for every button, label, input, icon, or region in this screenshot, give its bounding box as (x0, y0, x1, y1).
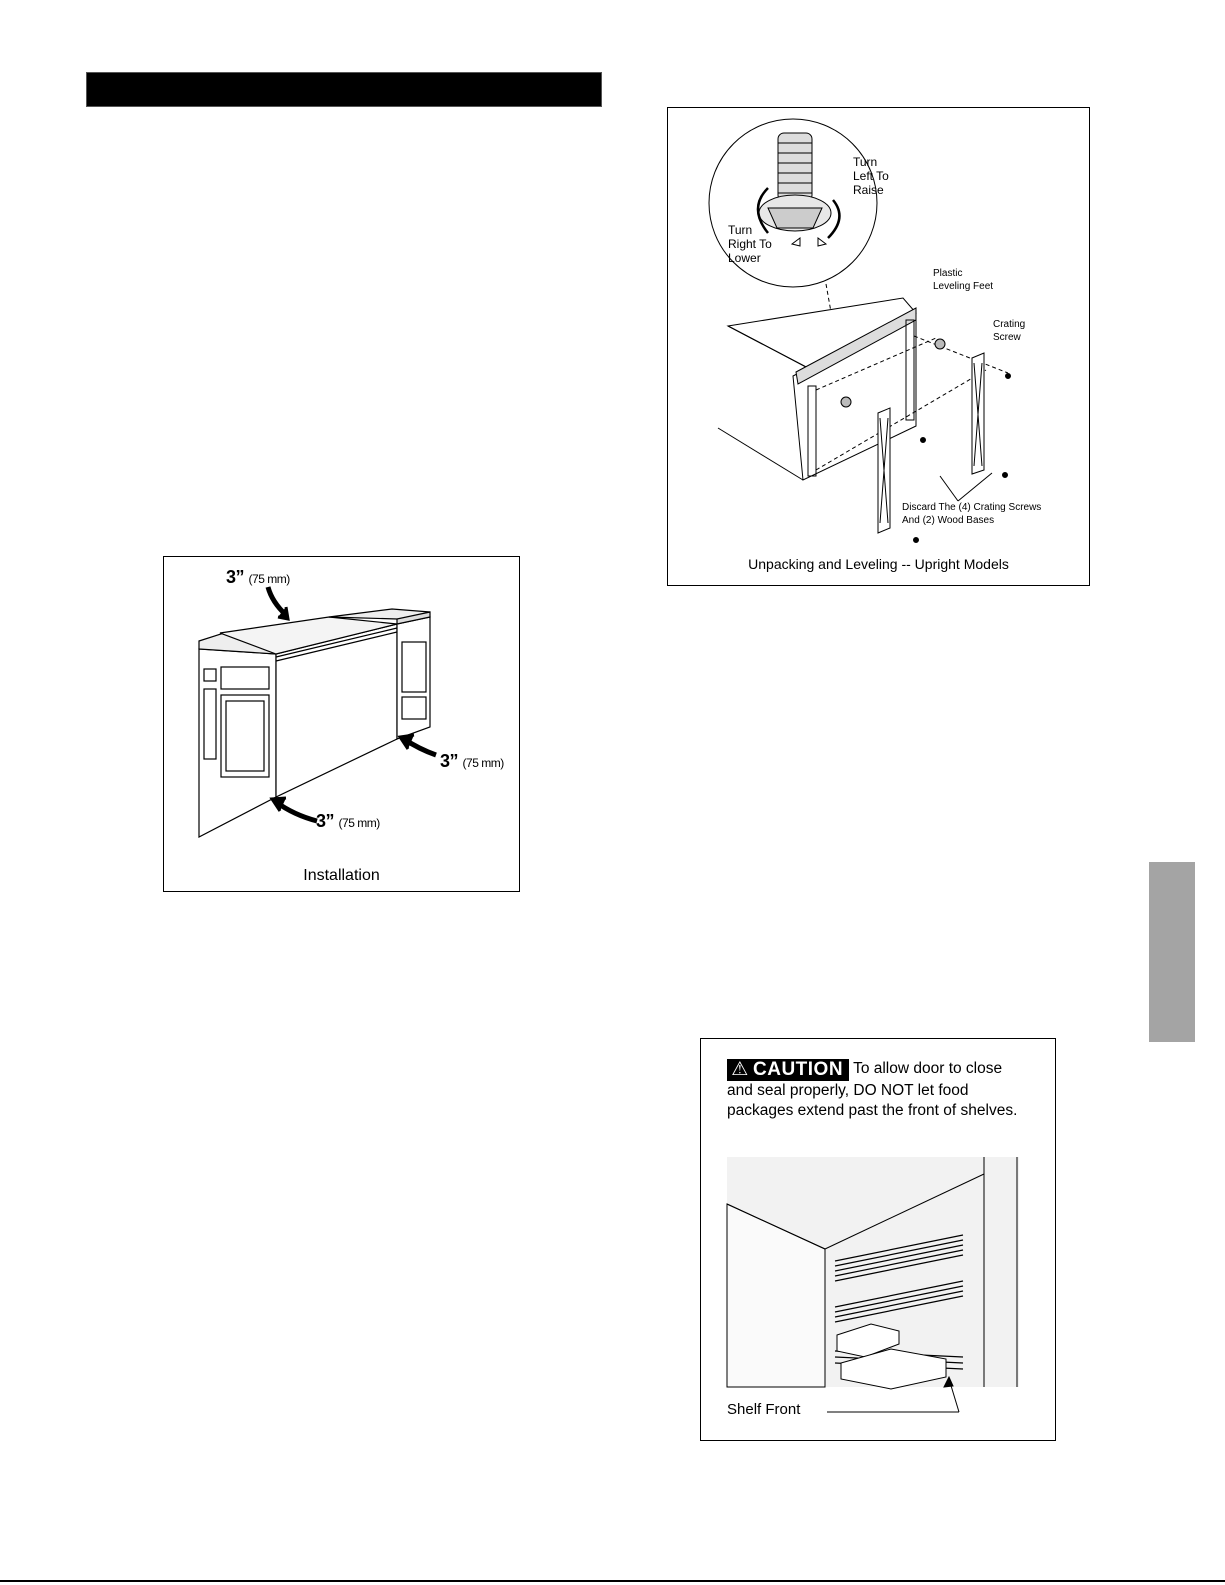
bottom-clearance-label: 3” (75 mm) (316, 811, 380, 831)
leveling-figure (667, 107, 1090, 586)
top-clearance-label: 3” (75 mm) (226, 567, 290, 587)
right-clearance-label: 3” (75 mm) (440, 751, 504, 771)
caution-badge: ⚠ CAUTION (727, 1059, 849, 1081)
installation-illustration (164, 557, 521, 893)
chapter-side-tab (1149, 862, 1195, 1042)
shelf-illustration (701, 1039, 1057, 1442)
crating-screw-label: Crating Screw (993, 319, 1026, 343)
turn-left-label: Turn Left To Raise (853, 155, 889, 197)
plastic-feet-label: Plastic Leveling Feet (933, 268, 994, 292)
leveling-caption: Unpacking and Leveling -- Upright Models (748, 556, 1009, 572)
turn-right-label: Turn Right To Lower (728, 223, 772, 265)
discard-label: Discard The (4) Crating Screws And (2) Wood Bases (902, 502, 1042, 526)
section-header-bar (86, 72, 602, 107)
installation-figure (163, 556, 520, 892)
warning-triangle-icon: ⚠ (731, 1059, 749, 1080)
page-bottom-rule (0, 1580, 1225, 1582)
caution-figure (700, 1038, 1056, 1441)
shelf-front-label: Shelf Front (727, 1401, 801, 1418)
caution-text: To allow door to close and seal properly, DO NOT let food packages extend past the front of shelves. (727, 1060, 1018, 1119)
installation-caption: Installation (303, 867, 380, 884)
